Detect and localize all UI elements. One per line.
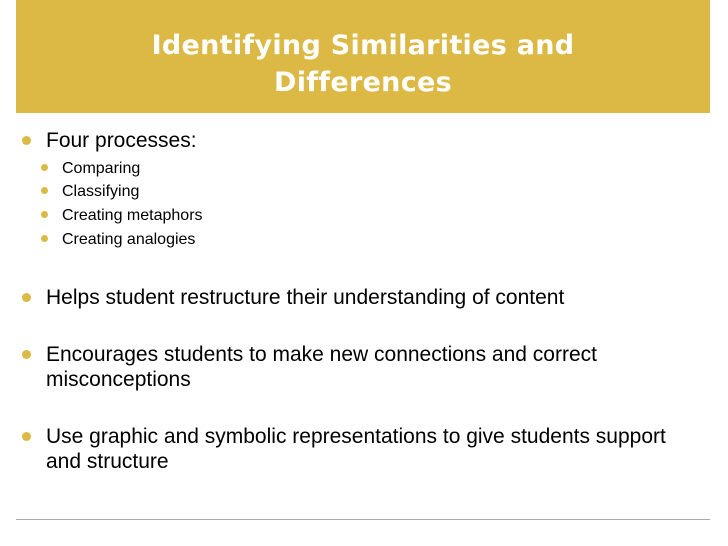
bullet-dot-icon xyxy=(22,293,31,302)
footer-divider xyxy=(16,519,710,520)
subbullet-comparing xyxy=(41,158,140,179)
subbullet-creating-metaphors xyxy=(41,205,203,226)
bullet-text: Helps student restructure their understanding of content xyxy=(46,286,565,309)
subbullet-text: Creating metaphors xyxy=(62,207,203,224)
bullet-dot-icon xyxy=(41,187,48,194)
bullet-dot-icon xyxy=(22,350,31,359)
bullet-text: Encourages students to make new connections and correct misconceptions xyxy=(46,343,597,391)
bullet-dot-icon xyxy=(22,136,31,145)
bullet-dot-icon xyxy=(41,164,48,171)
subbullet-creating-analogies xyxy=(41,229,195,250)
bullet-text: Four processes: xyxy=(46,129,197,152)
subbullet-classifying xyxy=(41,181,139,202)
bullet-dot-icon xyxy=(41,211,48,218)
bullet-encourages-students xyxy=(22,342,702,392)
bullet-use-graphic xyxy=(22,424,702,474)
bullet-text: Use graphic and symbolic representations to give students support and structure xyxy=(46,425,666,473)
bullet-helps-student xyxy=(22,285,702,310)
subbullet-text: Creating analogies xyxy=(62,231,196,248)
bullet-four-processes xyxy=(22,128,197,153)
subbullet-text: Classifying xyxy=(62,183,140,200)
slide-title-line-2: Differences xyxy=(273,67,452,98)
bullet-dot-icon xyxy=(22,432,31,441)
subbullet-text: Comparing xyxy=(62,160,141,177)
slide-title-line-1: Identifying Similarities and xyxy=(151,30,575,61)
bullet-dot-icon xyxy=(41,235,48,242)
